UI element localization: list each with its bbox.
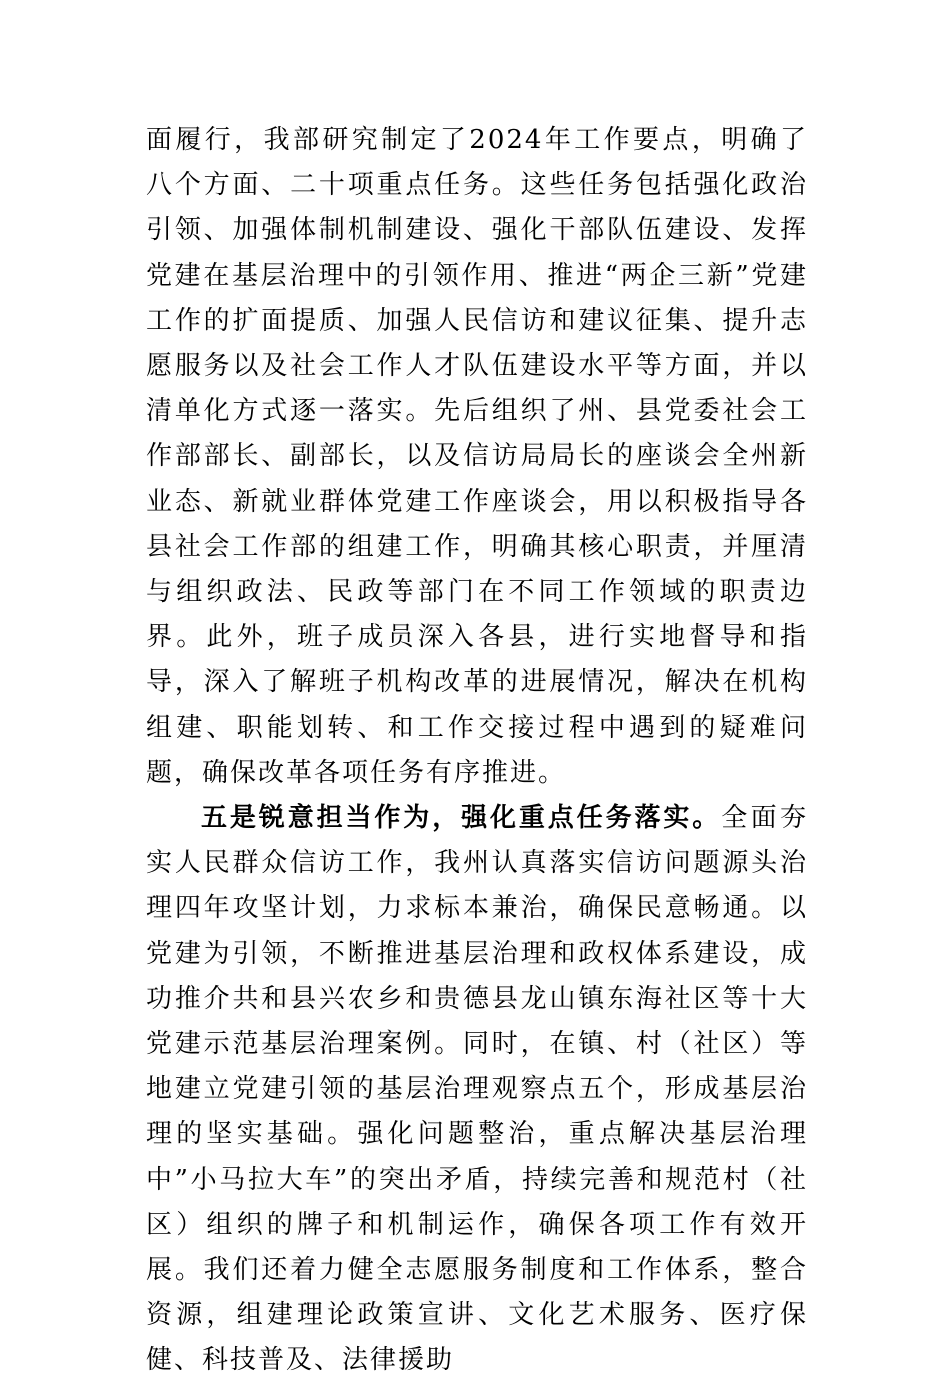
paragraph-five-body: 全面夯实人民群众信访工作，我州认真落实信访问题源头治理四年攻坚计划，力求标本兼治，确保民意畅通。以党建为引领，不断推进基层治理和政权体系建设，成功推介共和县兴农乡和贵德县龙山镇东海社区等十大党建示范基层治理案例。同时，在镇、村（社区）等地建立党建引领的基层治理观察点五个，形成基层治理的坚实基础。强化问题整治，重点解决基层治理中”小马拉大车”的突出矛盾，持续完善和规范村（社区）组织的牌子和机制运作，确保各项工作有效开展。我们还着力健全志愿服务制度和工作体系，整合资源，组建理论政策宣讲、文化艺术服务、医疗保健、科技普及、法律援助 — [146, 803, 808, 1376]
paragraph-continuation: 面履行，我部研究制定了2024年工作要点，明确了八个方面、二十项重点任务。这些任务包括强化政治引领、加强体制机制建设、强化干部队伍建设、发挥党建在基层治理中的引领作用、推进“两企三新”党建工作的扩面提质、加强人民信访和建议征集、提升志愿服务以及社会工作人才队伍建设水平等方面，并以清单化方式逐一落实。先后组织了州、县党委社会工作部部长、副部长，以及信访局局长的座谈会全州新业态、新就业群体党建工作座谈会，用以积极指导各县社会工作部的组建工作，明确其核心职责，并厘清与组织政法、民政等部门在不同工作领域的职责边界。此外，班子成员深入各县，进行实地督导和指导，深入了解班子机构改革的进展情况，解决在机构组建、职能划转、和工作交接过程中遇到的疑难问题，确保改革各项任务有序推进。 — [146, 125, 808, 788]
paragraph-five — [146, 796, 808, 1384]
paragraph-five-heading: 五是锐意担当作为，强化重点任务落实。 — [201, 803, 722, 834]
document-body — [146, 118, 808, 1384]
